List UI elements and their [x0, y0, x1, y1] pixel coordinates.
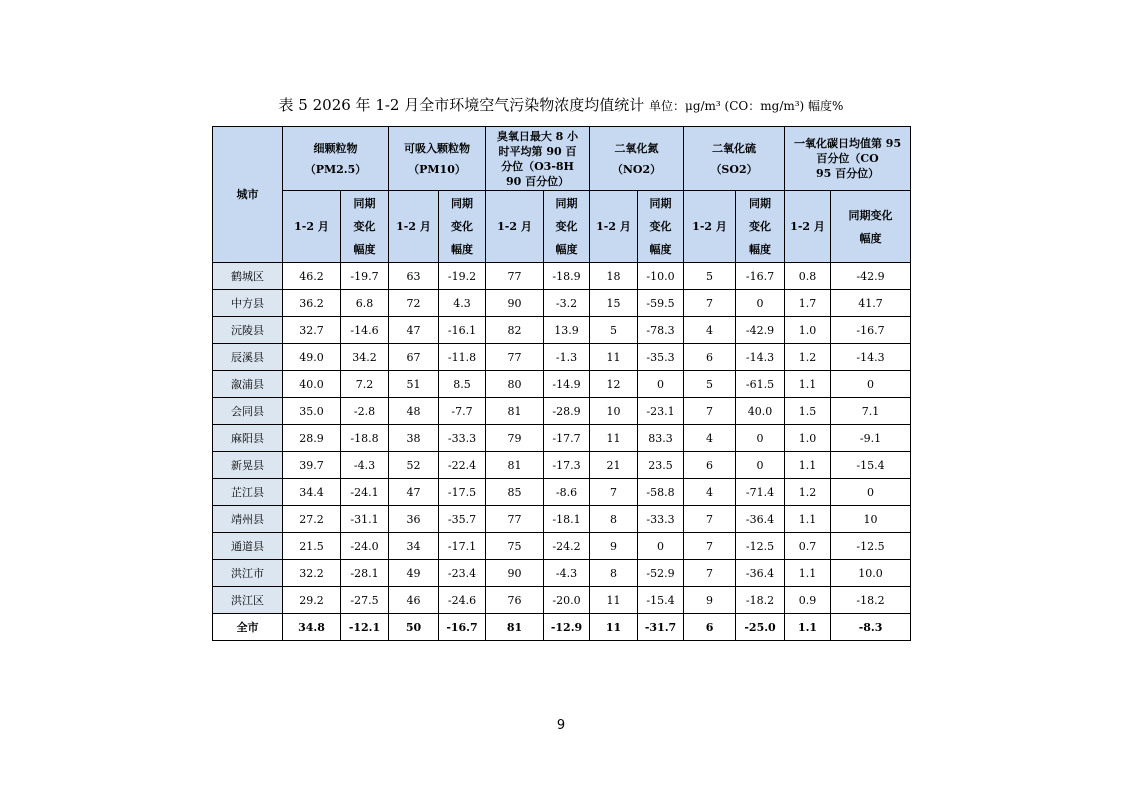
value-cell: 76: [486, 587, 544, 614]
city-name-cell: 靖州县: [213, 506, 283, 533]
value-cell: 11: [590, 344, 638, 371]
value-cell: -19.7: [341, 263, 389, 290]
table-row: [213, 587, 911, 614]
value-cell: 0: [638, 371, 684, 398]
caption-unit: 单位：μg/m³ (CO：mg/m³) 幅度%: [649, 99, 844, 113]
value-cell: 1.1: [785, 506, 831, 533]
value-cell: 46.2: [283, 263, 341, 290]
value-cell: 9: [590, 533, 638, 560]
value-cell: -3.2: [544, 290, 590, 317]
value-cell: -35.3: [638, 344, 684, 371]
value-cell: 5: [684, 371, 736, 398]
value-cell: 32.7: [283, 317, 341, 344]
caption-title: 表 5 2026 年 1-2 月全市环境空气污染物浓度均值统计: [278, 96, 645, 114]
value-cell: 47: [389, 479, 439, 506]
value-cell: 36: [389, 506, 439, 533]
value-cell: 80: [486, 371, 544, 398]
value-cell: -19.2: [439, 263, 486, 290]
subheader-change-pm10: 同期 变化 幅度: [439, 191, 486, 263]
value-cell: -28.1: [341, 560, 389, 587]
value-cell: 34.8: [283, 614, 341, 641]
value-cell: 7: [684, 506, 736, 533]
value-cell: 39.7: [283, 452, 341, 479]
group-header-co: 一氧化碳日均值第 95 百分位（CO 95 百分位）: [785, 127, 911, 191]
value-cell: -16.7: [831, 317, 911, 344]
value-cell: 5: [590, 317, 638, 344]
subheader-change-o3: 同期 变化 幅度: [544, 191, 590, 263]
value-cell: 81: [486, 398, 544, 425]
value-cell: -8.3: [831, 614, 911, 641]
value-cell: 1.1: [785, 560, 831, 587]
value-cell: 0: [638, 533, 684, 560]
value-cell: 72: [389, 290, 439, 317]
value-cell: -17.5: [439, 479, 486, 506]
value-cell: 10: [590, 398, 638, 425]
value-cell: 50: [389, 614, 439, 641]
value-cell: 29.2: [283, 587, 341, 614]
value-cell: 8: [590, 506, 638, 533]
value-cell: 0: [831, 479, 911, 506]
value-cell: 0: [831, 371, 911, 398]
value-cell: 51: [389, 371, 439, 398]
group-header-so2: 二氧化硫 （SO2）: [684, 127, 785, 191]
value-cell: 4: [684, 479, 736, 506]
value-cell: -12.1: [341, 614, 389, 641]
table-row: [213, 263, 911, 290]
subheader-period-no2: 1-2 月: [590, 191, 638, 263]
value-cell: 8: [590, 560, 638, 587]
value-cell: 1.5: [785, 398, 831, 425]
table-caption: [0, 94, 1122, 115]
city-name-cell: 鹤城区: [213, 263, 283, 290]
value-cell: -42.9: [736, 317, 785, 344]
value-cell: -18.2: [831, 587, 911, 614]
value-cell: 40.0: [736, 398, 785, 425]
value-cell: 6: [684, 614, 736, 641]
value-cell: 81: [486, 614, 544, 641]
value-cell: -31.1: [341, 506, 389, 533]
value-cell: 1.1: [785, 452, 831, 479]
value-cell: -33.3: [439, 425, 486, 452]
value-cell: 32.2: [283, 560, 341, 587]
value-cell: -33.3: [638, 506, 684, 533]
value-cell: 4.3: [439, 290, 486, 317]
value-cell: -31.7: [638, 614, 684, 641]
city-name-cell: 沅陵县: [213, 317, 283, 344]
value-cell: 7: [684, 533, 736, 560]
city-name-cell: 通道县: [213, 533, 283, 560]
value-cell: 1.7: [785, 290, 831, 317]
value-cell: -12.5: [831, 533, 911, 560]
subheader-period-co: 1-2 月: [785, 191, 831, 263]
value-cell: 0: [736, 452, 785, 479]
value-cell: -16.1: [439, 317, 486, 344]
value-cell: 7: [684, 398, 736, 425]
value-cell: 90: [486, 290, 544, 317]
value-cell: 83.3: [638, 425, 684, 452]
value-cell: -24.6: [439, 587, 486, 614]
value-cell: -12.5: [736, 533, 785, 560]
value-cell: -15.4: [831, 452, 911, 479]
value-cell: -14.6: [341, 317, 389, 344]
table-row: [213, 317, 911, 344]
table-row: [213, 344, 911, 371]
value-cell: 38: [389, 425, 439, 452]
value-cell: 52: [389, 452, 439, 479]
value-cell: 1.0: [785, 317, 831, 344]
city-name-cell: 麻阳县: [213, 425, 283, 452]
value-cell: 7: [590, 479, 638, 506]
city-name-cell: 洪江市: [213, 560, 283, 587]
value-cell: 36.2: [283, 290, 341, 317]
value-cell: 27.2: [283, 506, 341, 533]
value-cell: 15: [590, 290, 638, 317]
value-cell: -14.3: [831, 344, 911, 371]
value-cell: 90: [486, 560, 544, 587]
value-cell: 21.5: [283, 533, 341, 560]
value-cell: -15.4: [638, 587, 684, 614]
city-name-cell: 溆浦县: [213, 371, 283, 398]
group-header-no2: 二氧化氮 （NO2）: [590, 127, 684, 191]
value-cell: 11: [590, 587, 638, 614]
value-cell: 4: [684, 317, 736, 344]
value-cell: 0.7: [785, 533, 831, 560]
group-header-pm25: 细颗粒物 （PM2.5）: [283, 127, 389, 191]
subheader-period-pm25: 1-2 月: [283, 191, 341, 263]
value-cell: 5: [684, 263, 736, 290]
pollutant-table: [212, 126, 911, 641]
value-cell: 11: [590, 614, 638, 641]
city-name-cell: 新晃县: [213, 452, 283, 479]
value-cell: 34.2: [341, 344, 389, 371]
subheader-change-pm25: 同期 变化 幅度: [341, 191, 389, 263]
value-cell: 0: [736, 425, 785, 452]
value-cell: 34.4: [283, 479, 341, 506]
value-cell: -23.4: [439, 560, 486, 587]
value-cell: -1.3: [544, 344, 590, 371]
value-cell: -2.8: [341, 398, 389, 425]
value-cell: -16.7: [439, 614, 486, 641]
value-cell: 49.0: [283, 344, 341, 371]
subheader-change-co: 同期变化 幅度: [831, 191, 911, 263]
value-cell: 0: [736, 290, 785, 317]
value-cell: -24.2: [544, 533, 590, 560]
value-cell: -58.8: [638, 479, 684, 506]
value-cell: 4: [684, 425, 736, 452]
value-cell: -8.6: [544, 479, 590, 506]
value-cell: 6: [684, 452, 736, 479]
value-cell: 47: [389, 317, 439, 344]
value-cell: 77: [486, 506, 544, 533]
value-cell: 12: [590, 371, 638, 398]
value-cell: 28.9: [283, 425, 341, 452]
value-cell: 7.1: [831, 398, 911, 425]
value-cell: 21: [590, 452, 638, 479]
value-cell: -36.4: [736, 560, 785, 587]
table-row: [213, 398, 911, 425]
value-cell: -14.3: [736, 344, 785, 371]
value-cell: -52.9: [638, 560, 684, 587]
value-cell: 82: [486, 317, 544, 344]
value-cell: 6.8: [341, 290, 389, 317]
group-header-pm10: 可吸入颗粒物 （PM10）: [389, 127, 486, 191]
value-cell: -7.7: [439, 398, 486, 425]
subheader-change-so2: 同期 变化 幅度: [736, 191, 785, 263]
value-cell: -71.4: [736, 479, 785, 506]
subheader-period-so2: 1-2 月: [684, 191, 736, 263]
value-cell: 0.8: [785, 263, 831, 290]
value-cell: -12.9: [544, 614, 590, 641]
table-row: [213, 533, 911, 560]
value-cell: -24.0: [341, 533, 389, 560]
value-cell: -18.9: [544, 263, 590, 290]
value-cell: 7: [684, 560, 736, 587]
value-cell: 11: [590, 425, 638, 452]
value-cell: -18.1: [544, 506, 590, 533]
value-cell: -22.4: [439, 452, 486, 479]
value-cell: -28.9: [544, 398, 590, 425]
value-cell: 35.0: [283, 398, 341, 425]
value-cell: -25.0: [736, 614, 785, 641]
value-cell: 75: [486, 533, 544, 560]
value-cell: 10.0: [831, 560, 911, 587]
value-cell: 81: [486, 452, 544, 479]
value-cell: 48: [389, 398, 439, 425]
city-header: 城市: [213, 127, 283, 263]
value-cell: 1.1: [785, 371, 831, 398]
value-cell: -24.1: [341, 479, 389, 506]
value-cell: 63: [389, 263, 439, 290]
value-cell: 49: [389, 560, 439, 587]
group-header-o3: 臭氧日最大 8 小 时平均第 90 百 分位（O3-8H 90 百分位）: [486, 127, 590, 191]
subheader-period-pm10: 1-2 月: [389, 191, 439, 263]
value-cell: -35.7: [439, 506, 486, 533]
value-cell: 13.9: [544, 317, 590, 344]
value-cell: 85: [486, 479, 544, 506]
value-cell: -61.5: [736, 371, 785, 398]
city-name-cell: 全市: [213, 614, 283, 641]
value-cell: 9: [684, 587, 736, 614]
city-name-cell: 芷江县: [213, 479, 283, 506]
value-cell: 40.0: [283, 371, 341, 398]
table-row: [213, 371, 911, 398]
city-name-cell: 辰溪县: [213, 344, 283, 371]
value-cell: 77: [486, 263, 544, 290]
table-row: [213, 452, 911, 479]
value-cell: 0.9: [785, 587, 831, 614]
value-cell: -11.8: [439, 344, 486, 371]
subheader-period-o3: 1-2 月: [486, 191, 544, 263]
value-cell: 18: [590, 263, 638, 290]
table-row: [213, 425, 911, 452]
city-name-cell: 洪江区: [213, 587, 283, 614]
value-cell: 1.1: [785, 614, 831, 641]
city-name-cell: 会同县: [213, 398, 283, 425]
value-cell: 1.2: [785, 479, 831, 506]
value-cell: -17.7: [544, 425, 590, 452]
table-row: [213, 506, 911, 533]
city-name-cell: 中方县: [213, 290, 283, 317]
value-cell: 10: [831, 506, 911, 533]
value-cell: 79: [486, 425, 544, 452]
value-cell: 34: [389, 533, 439, 560]
value-cell: 41.7: [831, 290, 911, 317]
page-number: 9: [556, 718, 566, 733]
value-cell: 1.0: [785, 425, 831, 452]
table-row: [213, 560, 911, 587]
table-row: [213, 290, 911, 317]
value-cell: -17.3: [544, 452, 590, 479]
value-cell: 46: [389, 587, 439, 614]
value-cell: -14.9: [544, 371, 590, 398]
value-cell: -27.5: [341, 587, 389, 614]
value-cell: 7.2: [341, 371, 389, 398]
value-cell: -10.0: [638, 263, 684, 290]
value-cell: -59.5: [638, 290, 684, 317]
value-cell: -78.3: [638, 317, 684, 344]
value-cell: 23.5: [638, 452, 684, 479]
value-cell: -17.1: [439, 533, 486, 560]
value-cell: 77: [486, 344, 544, 371]
value-cell: 67: [389, 344, 439, 371]
value-cell: -4.3: [341, 452, 389, 479]
value-cell: -4.3: [544, 560, 590, 587]
value-cell: -16.7: [736, 263, 785, 290]
value-cell: -23.1: [638, 398, 684, 425]
value-cell: -18.2: [736, 587, 785, 614]
value-cell: -18.8: [341, 425, 389, 452]
value-cell: 1.2: [785, 344, 831, 371]
value-cell: -9.1: [831, 425, 911, 452]
subheader-change-no2: 同期 变化 幅度: [638, 191, 684, 263]
table-total-row: [213, 614, 911, 641]
value-cell: 8.5: [439, 371, 486, 398]
value-cell: -36.4: [736, 506, 785, 533]
value-cell: -20.0: [544, 587, 590, 614]
value-cell: 6: [684, 344, 736, 371]
value-cell: 7: [684, 290, 736, 317]
table-row: [213, 479, 911, 506]
value-cell: -42.9: [831, 263, 911, 290]
